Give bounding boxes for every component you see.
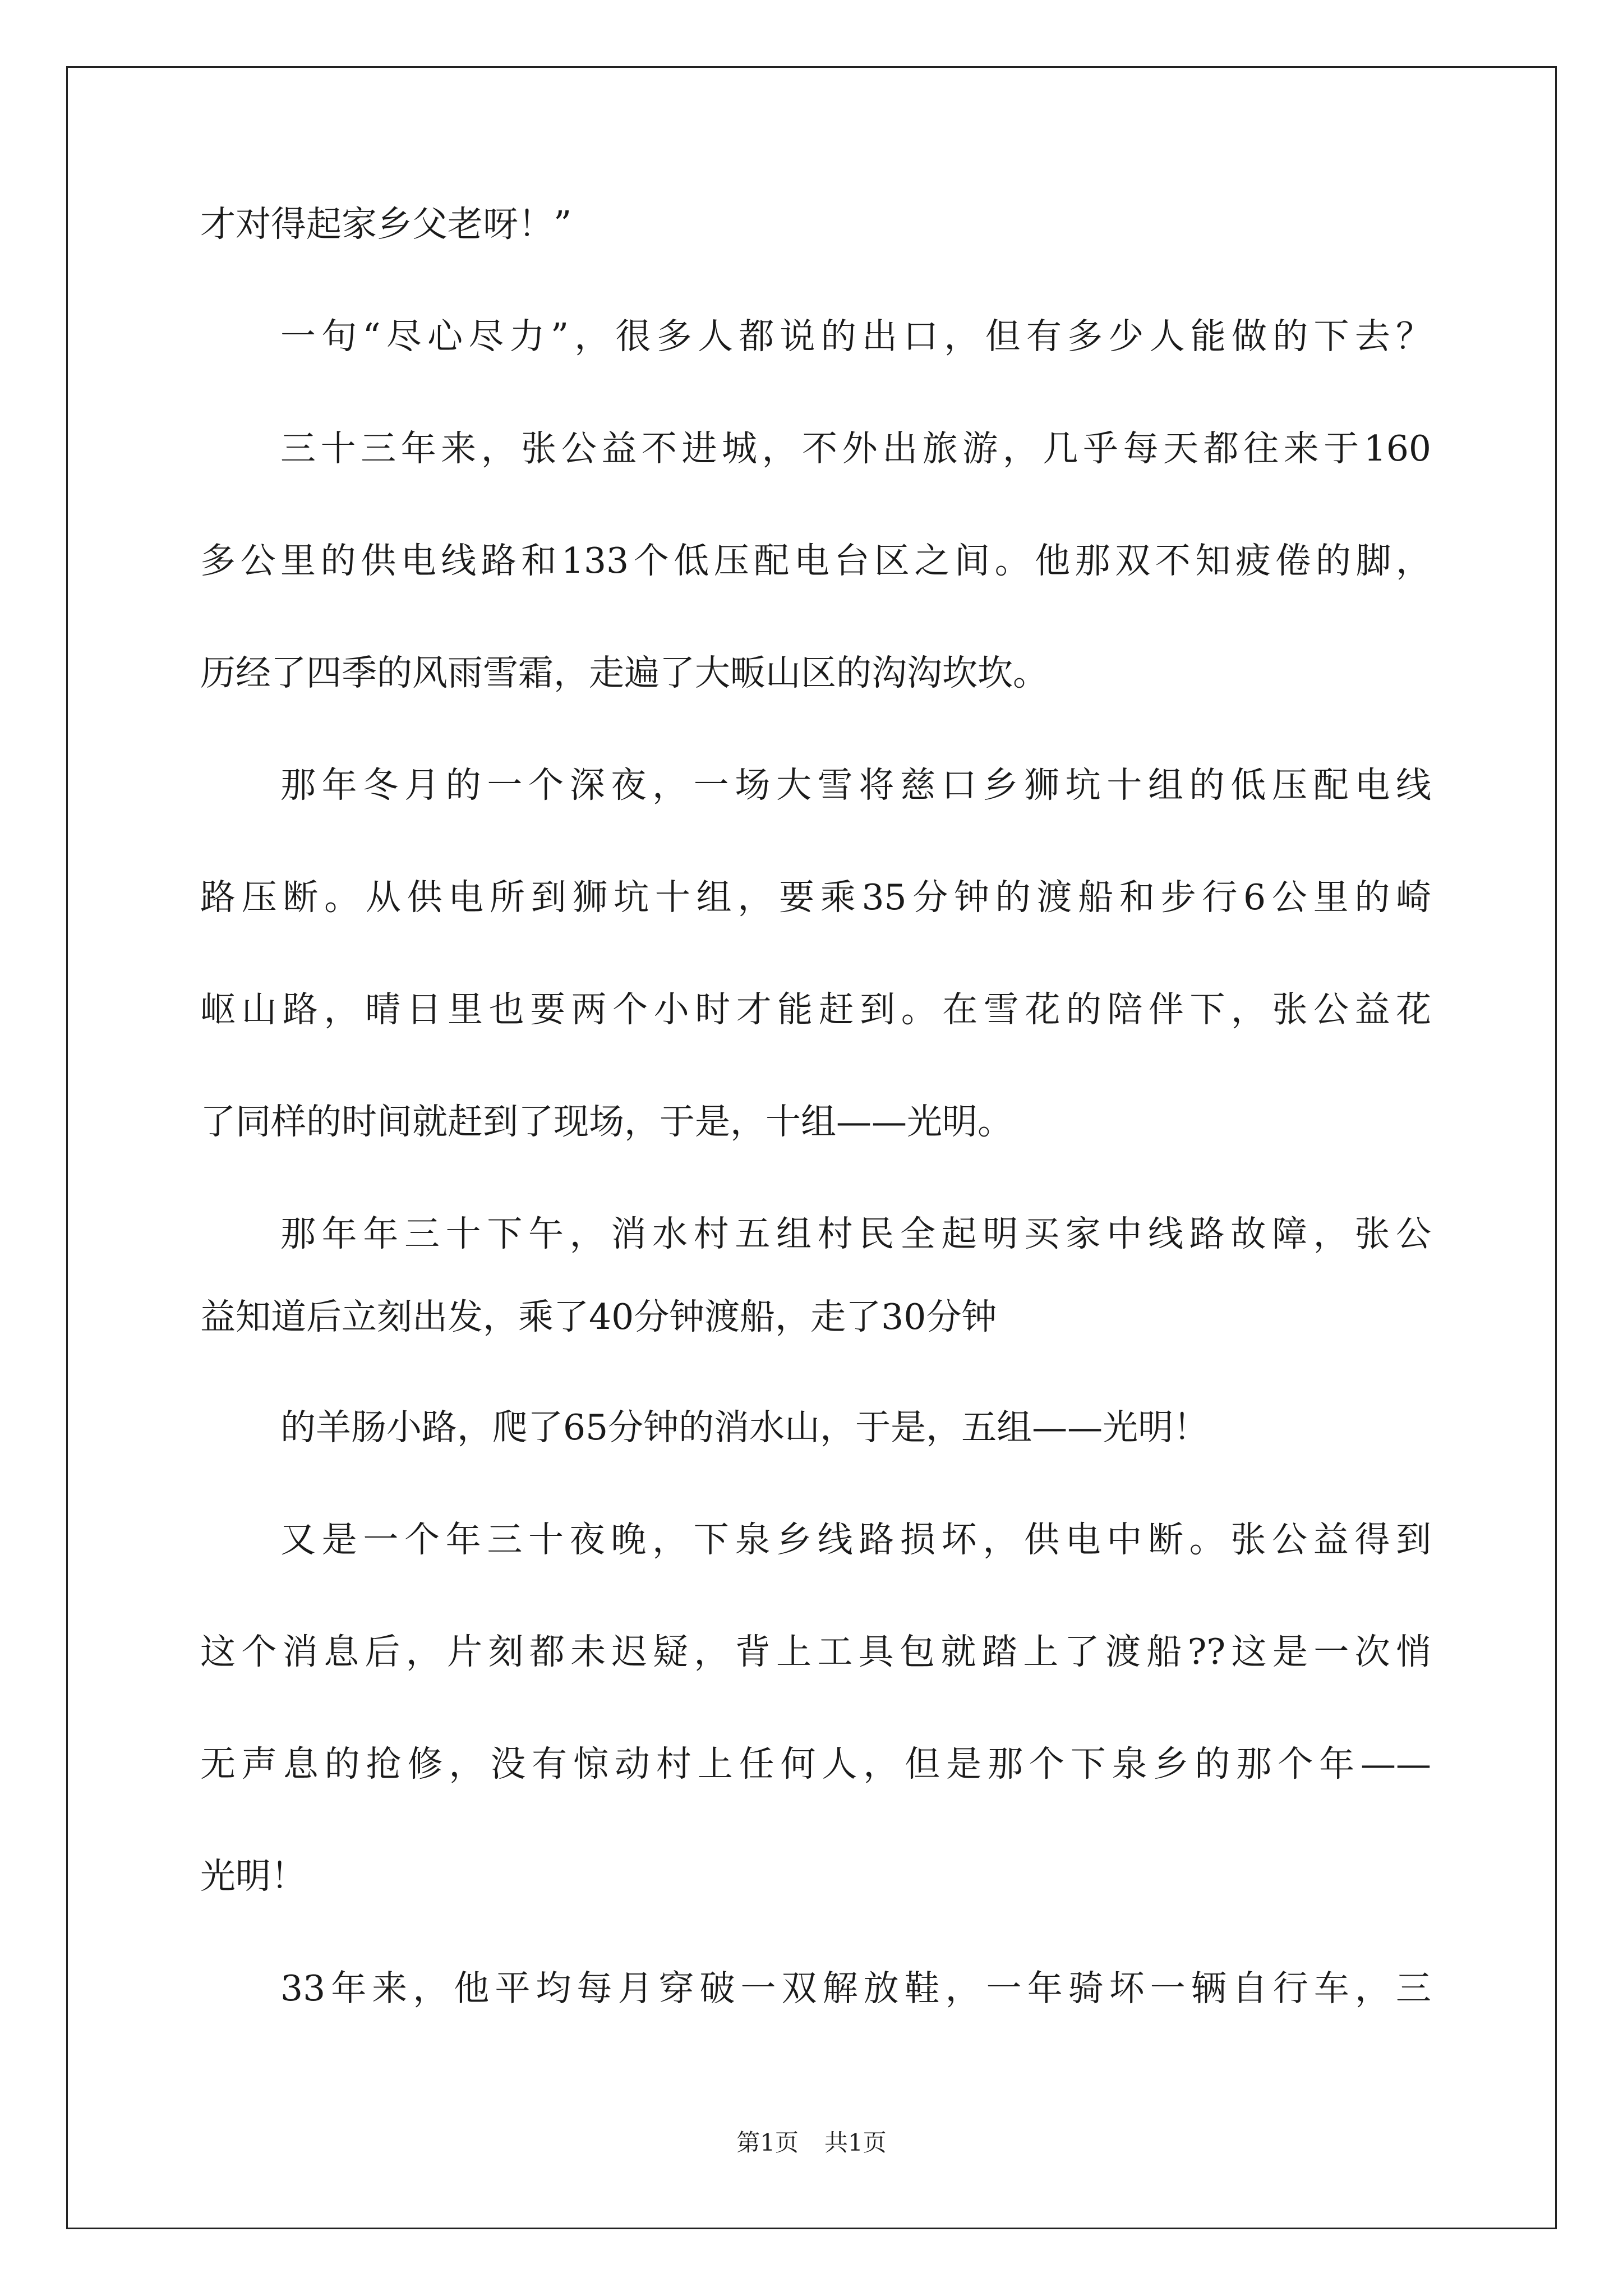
text-line-7: 路压断。从供电所到狮坑十组，要乘35分钟的渡船和步行6公里的崎 bbox=[200, 877, 1431, 918]
text-line-12: 的羊肠小路，爬了65分钟的消水山，于是，五组——光明！ bbox=[280, 1407, 1209, 1448]
text-line-10: 那年年三十下午，消水村五组村民全起明买家中线路故障，张公 bbox=[280, 1213, 1431, 1254]
text-line-14: 这个消息后，片刻都未迟疑，背上工具包就踏上了渡船??这是一次悄 bbox=[200, 1631, 1431, 1672]
text-line-5: 历经了四季的风雨雪霜，走遍了大畈山区的沟沟坎坎。 bbox=[200, 652, 1048, 693]
text-line-2: 一句“尽心尽力”，很多人都说的出口，但有多少人能做的下去？ bbox=[280, 316, 1431, 357]
text-line-16: 光明！ bbox=[200, 1856, 306, 1897]
text-line-11: 益知道后立刻出发，乘了40分钟渡船，走了30分钟 bbox=[200, 1296, 997, 1337]
page-total: 共1页 bbox=[824, 2129, 887, 2156]
text-line-3: 三十三年来，张公益不进城，不外出旅游，几乎每天都往来于160 bbox=[280, 428, 1431, 469]
text-line-13: 又是一个年三十夜晚，下泉乡线路损坏，供电中断。张公益得到 bbox=[280, 1519, 1431, 1560]
text-line-8: 岖山路，晴日里也要两个小时才能赶到。在雪花的陪伴下，张公益花 bbox=[200, 989, 1431, 1030]
text-line-15: 无声息的抢修，没有惊动村上任何人，但是那个下泉乡的那个年—— bbox=[200, 1743, 1431, 1784]
text-line-4: 多公里的供电线路和133个低压配电台区之间。他那双不知疲倦的脚， bbox=[200, 540, 1431, 581]
page-footer bbox=[0, 2126, 1623, 2160]
text-line-1: 才对得起家乡父老呀！” bbox=[200, 204, 572, 245]
text-line-9: 了同样的时间就赶到了现场，于是，十组——光明。 bbox=[200, 1101, 1013, 1142]
page-number: 第1页 bbox=[736, 2129, 799, 2156]
page-border bbox=[66, 66, 1557, 2229]
text-line-6: 那年冬月的一个深夜，一场大雪将慈口乡狮坑十组的低压配电线 bbox=[280, 765, 1431, 806]
text-line-17: 33年来，他平均每月穿破一双解放鞋，一年骑坏一辆自行车，三 bbox=[280, 1968, 1431, 2009]
